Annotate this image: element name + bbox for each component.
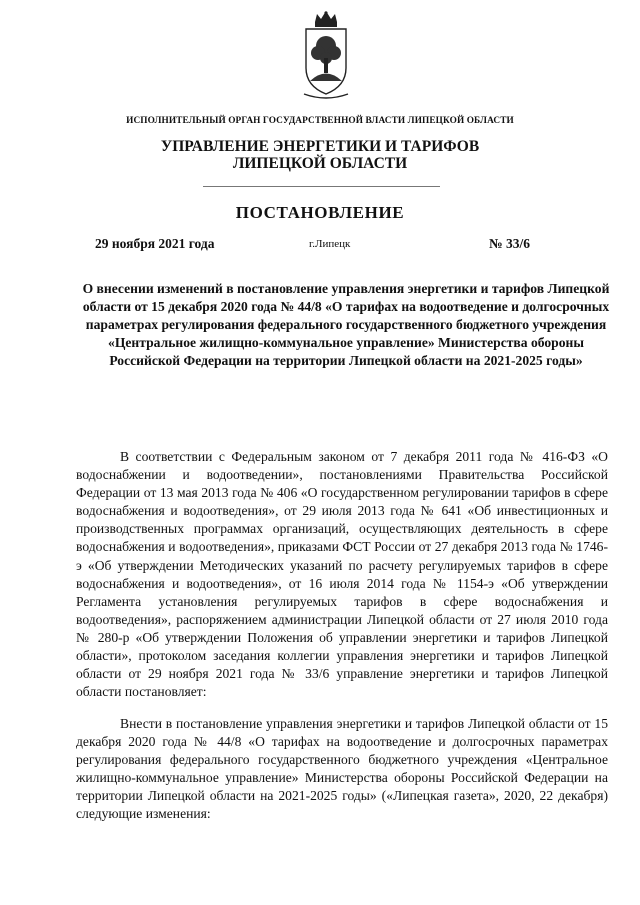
issuing-authority-line: ИСПОЛНИТЕЛЬНЫЙ ОРГАН ГОСУДАРСТВЕННОЙ ВЛАСТИ ЛИПЕЦКОЙ ОБЛАСТИ — [126, 116, 514, 126]
document-date: 29 ноября 2021 года — [95, 236, 215, 251]
document-heading: О внесении изменений в постановление управления энергетики и тарифов Липецкой области от 15 декабря 2020 года № 44/8 «О тарифах на водоотведение и долгосрочных параметрах регулирования федерального государственного бюджетного учреждения «Центральное жилищно-коммунальное управление» Министерства обороны Российской Федерации на территории Липецкой области на 2021-2025 годы» — [82, 281, 610, 369]
preamble-paragraph: В соответствии с Федеральным законом от 7 декабря 2011 года № 416-ФЗ «О водоснабжении и водоотведении», постановлениями Правительства Российской Федерации от 13 мая 2013 года № 406 «О государственном регулировании тарифов в сфере водоснабжения и водоотведения», от 29 июля 2013 года № 641 «Об инвестиционных и производственных программах организаций, осуществляющих деятельность в сфере водоснабжения и водоотведения», приказами ФСТ России от 27 декабря 2013 года № 1746-э «Об утверждении Методических указаний по расчету регулируемых тарифов в сфере водоснабжения и водоотведения», от 16 июля 2014 года № 1154-э «Об утверждении Регламента установления регулируемых тарифов в сфере водоснабжения и водоотведения», распоряжением администрации Липецкой области от 27 июля 2010 года № 280-р «Об утверждении Положения об управлении энергетики и тарифов Липецкой области», протоколом заседания коллегии управления энергетики и тарифов Липецкой области от 29 ноября 2021 года № 33/6 управление энергетики и тарифов Липецкой области постановляет: — [76, 449, 608, 700]
document-type: ПОСТАНОВЛЕНИЕ — [235, 203, 405, 222]
header-divider — [203, 186, 440, 187]
agency-name — [0, 138, 640, 172]
document-number: № 33/6 — [489, 236, 530, 251]
agency-name-line1: УПРАВЛЕНИЕ ЭНЕРГЕТИКИ И ТАРИФОВ — [160, 138, 480, 155]
agency-name-line2: ЛИПЕЦКОЙ ОБЛАСТИ — [232, 155, 408, 172]
resolution-paragraph: Внести в постановление управления энергетики и тарифов Липецкой области от 15 декабря 2020 года № 44/8 «О тарифах на водоотведение и долгосрочных параметрах регулирования федерального государственного бюджетного учреждения «Центральное жилищно-коммунальное управление» Министерства обороны Российской Федерации на территории Липецкой области на 2021-2025 годы» («Липецкая газета», 2020, 22 декабря) следующие изменения: — [76, 716, 608, 822]
lipetsk-coat-of-arms-icon — [301, 10, 351, 102]
document-city: г.Липецк — [309, 238, 351, 250]
